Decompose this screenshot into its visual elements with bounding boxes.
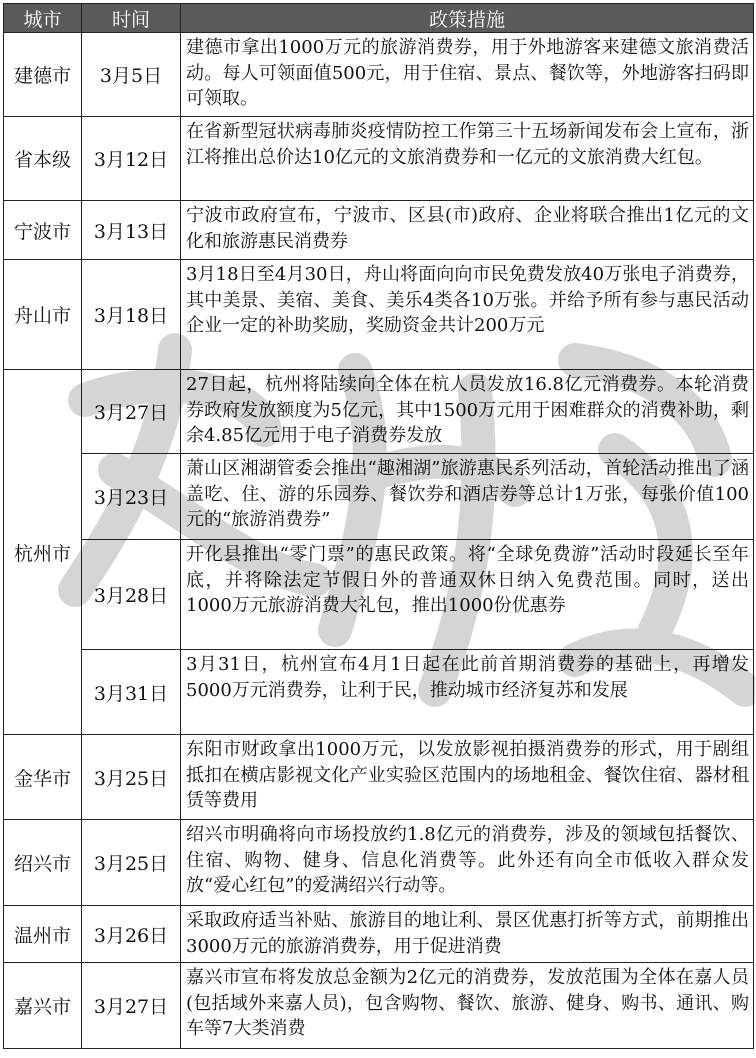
table-row bbox=[4, 906, 754, 963]
policy-cell: 3月31日，杭州宣布4月1日起在此前首期消费券的基础上，再增发5000万元消费券，让利于民，推动城市经济复苏和发展 bbox=[181, 650, 754, 735]
policy-cell: 萧山区湘湖管委会推出“趣湘湖”旅游惠民系列活动，首轮活动推出了涵盖吃、住、游的乐园券、餐饮券和酒店券等总计1万张，每张价值100元的“旅游消费券” bbox=[181, 454, 754, 540]
date-cell: 3月18日 bbox=[82, 260, 181, 370]
header-policy: 政策措施 bbox=[181, 4, 754, 33]
date-cell: 3月23日 bbox=[82, 454, 181, 540]
policy-cell: 建德市拿出1000万元的旅游消费券，用于外地游客来建德文旅消费活动。每人可领面值500元，用于住宿、景点、餐饮等，外地游客扫码即可领取。 bbox=[181, 33, 754, 117]
header-date: 时间 bbox=[82, 4, 181, 33]
policy-table bbox=[3, 3, 754, 1049]
policy-cell: 东阳市财政拿出1000万元，以发放影视拍摄消费券的形式，用于剧组抵扣在横店影视文化产业实验区范围内的场地租金、餐饮住宿、器材租赁等费用 bbox=[181, 735, 754, 820]
header-city: 城市 bbox=[4, 4, 82, 33]
policy-cell: 宁波市政府宣布，宁波市、区县(市)政府、企业将联合推出1亿元的文化和旅游惠民消费券 bbox=[181, 201, 754, 260]
date-cell: 3月25日 bbox=[82, 820, 181, 906]
date-cell: 3月27日 bbox=[82, 370, 181, 454]
policy-cell: 3月18日至4月30日，舟山将面向向市民免费发放40万张电子消费券，其中美景、美宿、美食、美乐4类各10万张。并给予所有参与惠民活动企业一定的补助奖励，奖励资金共计200万元 bbox=[181, 260, 754, 370]
city-cell: 绍兴市 bbox=[4, 820, 82, 906]
policy-cell: 27日起，杭州将陆续向全体在杭人员发放16.8亿元消费券。本轮消费券政府发放额度为5亿元，其中1500万元用于困难群众的消费补助，剩余4.85亿元用于电子消费券发放 bbox=[181, 370, 754, 454]
policy-cell: 绍兴市明确将向市场投放约1.8亿元的消费券，涉及的领域包括餐饮、住宿、购物、健身、信息化消费等。此外还有向全市低收入群众发放“爱心红包”的爱满绍兴行动等。 bbox=[181, 820, 754, 906]
city-cell: 省本级 bbox=[4, 117, 82, 201]
header-row bbox=[4, 4, 754, 33]
table-row bbox=[4, 454, 754, 540]
table-row bbox=[4, 33, 754, 117]
table-row bbox=[4, 820, 754, 906]
table-row bbox=[4, 201, 754, 260]
policy-cell: 在省新型冠状病毒肺炎疫情防控工作第三十五场新闻发布会上宣布，浙江将推出总价达10亿元的文旅消费券和一亿元的文旅消费大红包。 bbox=[181, 117, 754, 201]
date-cell: 3月28日 bbox=[82, 540, 181, 650]
table-row bbox=[4, 963, 754, 1049]
date-cell: 3月13日 bbox=[82, 201, 181, 260]
city-cell: 温州市 bbox=[4, 906, 82, 963]
table-row bbox=[4, 735, 754, 820]
city-cell: 建德市 bbox=[4, 33, 82, 117]
city-cell: 舟山市 bbox=[4, 260, 82, 370]
policy-cell: 采取政府适当补贴、旅游目的地让利、景区优惠打折等方式，前期推出3000万元的旅游消费券，用于促进消费 bbox=[181, 906, 754, 963]
table-row bbox=[4, 117, 754, 201]
date-cell: 3月25日 bbox=[82, 735, 181, 820]
city-cell: 宁波市 bbox=[4, 201, 82, 260]
policy-cell: 嘉兴市宣布将发放总金额为2亿元的消费券，发放范围为全体在嘉人员(包括域外来嘉人员)，包含购物、餐饮、旅游、健身、购书、通讯、购车等7大类消费 bbox=[181, 963, 754, 1049]
city-cell: 杭州市 bbox=[4, 370, 82, 735]
table-row bbox=[4, 370, 754, 454]
date-cell: 3月27日 bbox=[82, 963, 181, 1049]
date-cell: 3月31日 bbox=[82, 650, 181, 735]
date-cell: 3月26日 bbox=[82, 906, 181, 963]
table-row bbox=[4, 650, 754, 735]
date-cell: 3月12日 bbox=[82, 117, 181, 201]
city-cell: 金华市 bbox=[4, 735, 82, 820]
table-row bbox=[4, 540, 754, 650]
date-cell: 3月5日 bbox=[82, 33, 181, 117]
policy-cell: 开化县推出“零门票”的惠民政策。将“全球免费游”活动时段延长至年底，并将除法定节假日外的普通双休日纳入免费范围。同时，送出1000万元旅游消费大礼包，推出1000份优惠券 bbox=[181, 540, 754, 650]
table-row bbox=[4, 260, 754, 370]
city-cell: 嘉兴市 bbox=[4, 963, 82, 1049]
